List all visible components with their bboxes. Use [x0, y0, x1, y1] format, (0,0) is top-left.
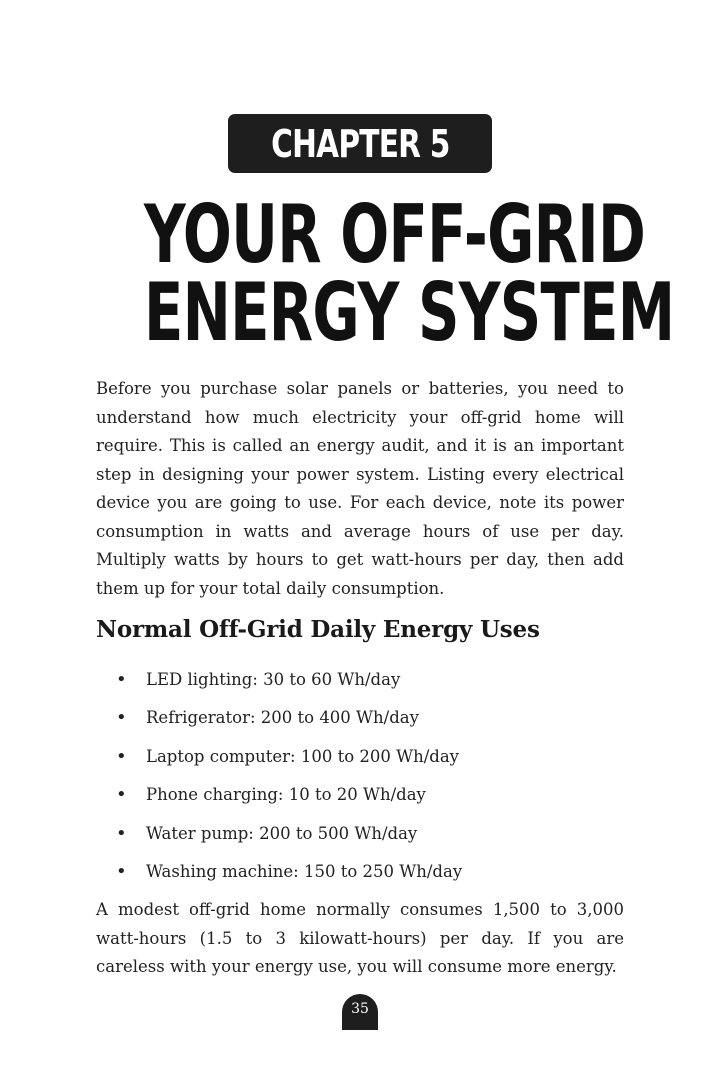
list-item — [96, 779, 624, 817]
chapter-label: CHAPTER 5 — [270, 121, 450, 166]
list-item — [96, 702, 624, 740]
section-heading: Normal Off-Grid Daily Energy Uses — [96, 616, 540, 643]
chapter-badge — [228, 114, 492, 173]
energy-uses-list — [96, 664, 624, 894]
bullet-icon: • — [116, 745, 127, 767]
list-item — [96, 741, 624, 779]
bullet-icon: • — [116, 707, 127, 729]
list-item — [96, 818, 624, 856]
list-item-text: Water pump: 200 to 500 Wh/day — [146, 823, 418, 843]
chapter-title — [60, 188, 675, 359]
page-number-tab — [342, 994, 378, 1030]
bullet-icon: • — [116, 669, 127, 690]
list-item — [96, 664, 624, 702]
intro-paragraph: Before you purchase solar panels or batteries, you need to understand how much electricity your off-grid home will require. This is called an energy audit, and it is an important step in designing your power system. Listing every electrical device you are going to use. For each device, note its power consumption in watts and average hours of use per day. Multiply watts by hours to get watt-hours per day, then add them up for your total daily consumption. — [96, 379, 624, 598]
list-item-text: Washing machine: 150 to 250 Wh/day — [146, 861, 463, 881]
list-item — [96, 856, 624, 894]
list-item-text: Phone charging: 10 to 20 Wh/day — [146, 785, 426, 805]
chapter-title-line-1: YOUR OFF-GRID — [143, 188, 646, 281]
bullet-icon: • — [116, 860, 127, 882]
closing-paragraph: A modest off-grid home normally consumes 1,500 to 3,000 watt-hours (1.5 to 3 kilowatt-hours) per day. If you are careless with your energy use, you will consume more energy. — [96, 900, 624, 976]
list-item-text: LED lighting: 30 to 60 Wh/day — [146, 670, 401, 689]
chapter-title-line-2: ENERGY SYSTEM — [143, 266, 675, 359]
page-number: 35 — [351, 1001, 369, 1017]
bullet-icon: • — [116, 784, 127, 806]
bullet-icon: • — [116, 822, 127, 844]
list-item-text: Refrigerator: 200 to 400 Wh/day — [146, 708, 419, 728]
list-item-text: Laptop computer: 100 to 200 Wh/day — [146, 746, 459, 766]
